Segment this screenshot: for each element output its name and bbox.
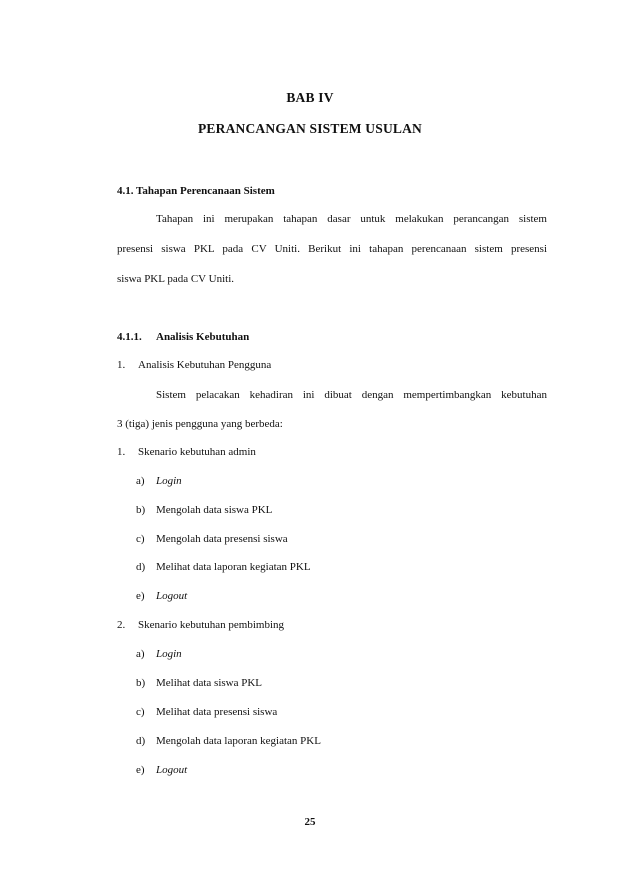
subsection-title: Analisis Kebutuhan (156, 331, 250, 343)
list-item-letter: e) (136, 764, 145, 776)
list-item-text: Melihat data siswa PKL (156, 677, 263, 689)
paragraph-line: 3 (tiga) jenis pengguna yang berbeda: (117, 418, 283, 430)
list-item-letter: d) (136, 735, 146, 747)
list-item-text: Login (156, 648, 182, 660)
list-number: 1. (117, 359, 126, 371)
list-label: Skenario kebutuhan pembimbing (138, 619, 285, 631)
section-heading-4-1: 4.1. Tahapan Perencanaan Sistem (117, 185, 275, 197)
list-label: Analisis Kebutuhan Pengguna (138, 359, 272, 371)
list-item-text: Mengolah data laporan kegiatan PKL (156, 735, 321, 747)
list-item-text: Melihat data laporan kegiatan PKL (156, 561, 311, 573)
list-item-letter: b) (136, 677, 146, 689)
list-number: 1. (117, 446, 126, 458)
paragraph-line: siswa PKL pada CV Uniti. (117, 273, 235, 285)
list-item-letter: b) (136, 504, 146, 516)
list-item-text: Login (156, 475, 182, 487)
list-item-letter: a) (136, 648, 145, 660)
paragraph-line: Sistem pelacakan kehadiran ini dibuat dengan mempertimbangkan kebutuhan (156, 389, 547, 401)
list-item-letter: d) (136, 561, 146, 573)
list-label: Skenario kebutuhan admin (138, 446, 256, 458)
page-number: 25 (304, 816, 316, 828)
list-item-text: Mengolah data siswa PKL (156, 504, 273, 516)
list-item-letter: a) (136, 475, 145, 487)
list-item-text: Logout (156, 764, 188, 776)
list-item-letter: e) (136, 590, 145, 602)
list-item-text: Melihat data presensi siswa (156, 706, 278, 718)
list-number: 2. (117, 619, 126, 631)
list-item-letter: c) (136, 533, 145, 545)
paragraph-line: presensi siswa PKL pada CV Uniti. Berikut ini tahapan perencanaan sistem presensi (117, 243, 547, 255)
list-item-text: Mengolah data presensi siswa (156, 533, 288, 545)
paragraph-line: Tahapan ini merupakan tahapan dasar untuk melakukan perancangan sistem (156, 213, 547, 225)
chapter-title: PERANCANGAN SISTEM USULAN (197, 121, 423, 136)
list-item-text: Logout (156, 590, 188, 602)
subsection-number: 4.1.1. (117, 331, 142, 343)
chapter-number: BAB IV (286, 90, 334, 105)
list-item-letter: c) (136, 706, 145, 718)
